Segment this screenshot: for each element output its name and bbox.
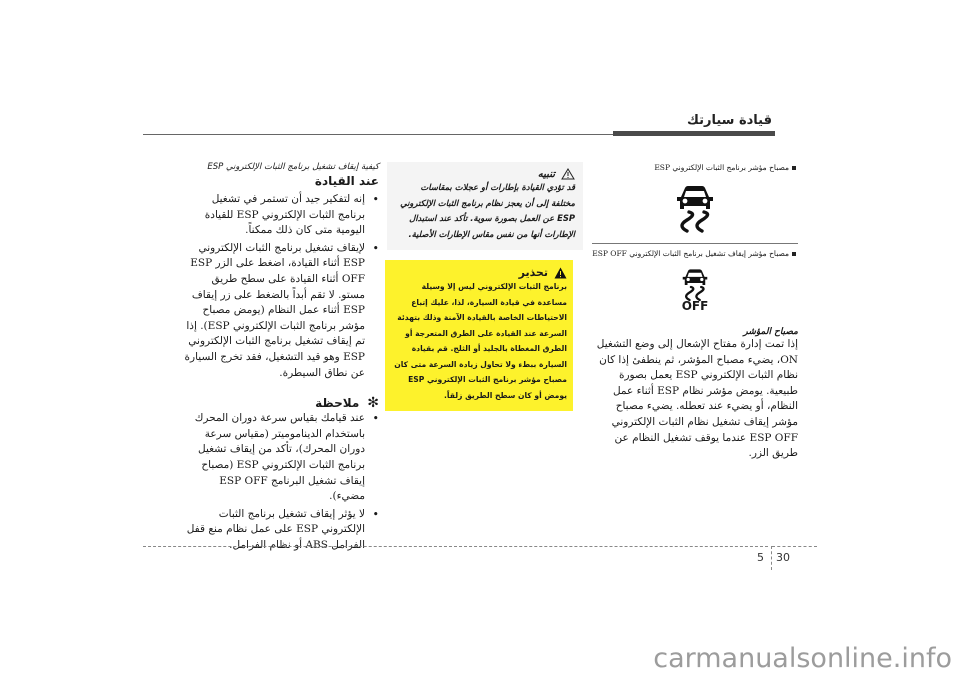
warning-title-row <box>391 266 567 279</box>
page-header-title: قيادة سيارتك <box>686 113 772 128</box>
list-item: • إنه لتفكير جيد أن تستمر في تشغيل برنامج الثبات الإلكتروني ESP للقيادة اليومية متى كان ذلك ممكناً. <box>183 192 379 239</box>
header-divider <box>143 134 615 135</box>
caption-text: مصباح مؤشر إيقاف تشغيل برنامج الثبات الإلكتروني ESP OFF <box>592 249 789 258</box>
esp-indicator-caption <box>592 162 798 173</box>
esp-off-skid-car-icon <box>680 267 710 303</box>
driving-bullet-list <box>183 192 379 381</box>
warning-box <box>385 260 573 411</box>
indicator-divider <box>592 243 798 244</box>
caution-triangle-icon <box>561 168 575 180</box>
esp-indicator-icon-box <box>592 173 798 241</box>
esp-off-indicator-caption <box>592 248 798 259</box>
caution-title-row <box>395 168 575 180</box>
list-item: • لا يؤثر إيقاف تشغيل برنامج الثبات الإلكتروني ESP على عمل نظام منع قفل الفرامل ABS أو نظام الفرامل. <box>183 507 379 554</box>
how-to-turn-off-subtitle: كيفية إيقاف تشغيل برنامج الثبات الإلكتروني ESP <box>207 162 379 172</box>
esp-off-icon-label: OFF <box>681 299 709 313</box>
bullet-square-icon <box>792 252 796 256</box>
caption-text: مصباح مؤشر برنامج الثبات الإلكتروني ESP <box>654 163 789 172</box>
section-number: 5 <box>757 551 764 564</box>
list-item: • لإيقاف تشغيل برنامج الثبات الإلكتروني ESP أثناء القيادة، اضغط على الزر ESP OFF أثناء القيادة على سطح طريق مستو. لا تقم أبداً بالضغط على زر إيقاف ESP أثناء عمل النظام (يومض مصباح مؤشر برنامج الثبات الإلكتروني ESP). إذا تم إيقاف تشغيل برنامج الثبات الإلكتروني ESP وهو قيد التشغيل، فقد تخرج السيارة عن نطاق السيطرة. <box>183 241 379 381</box>
warning-title: تحذير <box>518 266 548 279</box>
note-heading-row <box>183 395 379 411</box>
header-accent-bar <box>613 131 775 136</box>
footer-divider <box>143 546 768 547</box>
indicator-light-text: إذا تمت إدارة مفتاح الإشعال إلى وضع التشغيل ON، يضيء مصباح المؤشر، ثم ينطفئ إذا كان نظام الثبات الإلكتروني ESP يعمل بصورة طبيعية. يومض مؤشر نظام ESP أثناء عمل النظام، أو يضيء عند تعطله. يضيء مصباح مؤشر إيقاف تشغيل نظام الثبات الإلكتروني ESP OFF عندما يوقف تشغيل النظام عن طريق الزر. <box>596 338 798 460</box>
footer-page-separator <box>771 546 772 570</box>
left-column <box>183 162 379 555</box>
watermark: carmanualsonline.info <box>653 643 952 674</box>
while-driving-heading: عند القيادة <box>314 174 379 188</box>
page-number: 30 <box>776 551 790 564</box>
note-bullet-list <box>183 411 379 553</box>
middle-column <box>387 162 583 411</box>
warning-text: برنامج الثبات الإلكتروني ليس إلا وسيلة مساعدة في قيادة السيارة، لذا، عليك إتباع الاحتياطات الخاصة بالقيادة الآمنة وذلك بتهدئة السرعة عند القيادة على الطرق المتعرجة أو الطرق المغطاة بالجليد أو الثلج. قم بقيادة السيارة ببطء ولا تحاول زيادة السرعة متى كان مصباح مؤشر برنامج الثبات الإلكتروني ESP يومض أو كان سطح الطريق زلقاً. <box>394 282 567 400</box>
bullet-square-icon <box>792 166 796 170</box>
caution-title: تنبيه <box>537 168 555 180</box>
indicator-light-heading: مصباح المؤشر <box>743 327 798 337</box>
note-heading: ملاحظة <box>315 396 360 411</box>
warning-triangle-icon <box>554 267 567 279</box>
footer-divider-right <box>772 546 817 547</box>
list-item: • عند قيامك بقياس سرعة دوران المحرك باستخدام الديناموميتر (مقياس سرعة دوران المحرك)، تأكد من إيقاف تشغيل برنامج الثبات الإلكتروني ESP (مصباح إيقاف تشغيل البرنامج ESP OFF مضيء). <box>183 411 379 505</box>
esp-skid-car-icon <box>673 183 717 235</box>
caution-text: قد تؤدي القيادة بإطارات أو عجلات بمقاسات مختلفة إلى أن يعجز نظام برنامج الثبات الإلكتروني ESP عن العمل بصورة سوية. تأكد عند استبدال الإطارات أنها من نفس مقاس الإطارات الأصلية. <box>400 182 575 239</box>
caution-box <box>387 162 583 250</box>
right-column <box>592 162 798 462</box>
asterisk-icon: ✻ <box>367 395 379 412</box>
esp-off-indicator-icon-box <box>592 259 798 303</box>
